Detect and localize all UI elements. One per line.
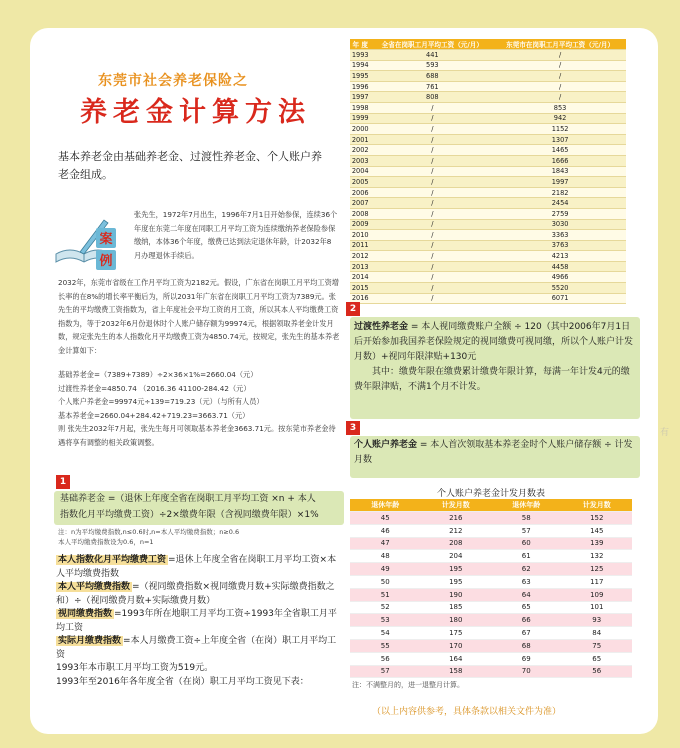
table-cell: /	[370, 155, 494, 166]
table-cell: 2006	[351, 188, 369, 197]
table-cell: 55	[350, 639, 421, 652]
months-table-title: 个人账户养老金计发月数表	[436, 489, 545, 499]
case-label-1: 案	[99, 232, 113, 247]
table-row	[350, 563, 632, 576]
table-cell: 1994	[351, 61, 369, 70]
table-cell: 57	[491, 524, 562, 537]
table-row	[350, 550, 632, 563]
table-cell: 1997	[351, 93, 369, 102]
table-cell: /	[370, 187, 494, 198]
table-cell: 441	[370, 50, 494, 61]
table-cell: 1666	[494, 155, 626, 166]
table-cell: 3030	[494, 219, 626, 230]
table-cell: 49	[350, 563, 421, 576]
table-cell: 45	[350, 512, 421, 525]
table-cell: 3363	[494, 230, 626, 241]
table-cell: 51	[350, 588, 421, 601]
table-cell: 109	[562, 588, 633, 601]
table-row	[350, 208, 626, 219]
table-row	[350, 251, 626, 262]
table-cell: 170	[421, 639, 492, 652]
formula-line-1: 基础养老金 =（退休上年度全省在岗职工月平均工资 ×n + 本人	[60, 494, 316, 504]
page-title: 养老金计算方法	[80, 97, 311, 128]
table-cell: /	[494, 81, 626, 92]
table-cell: 48	[350, 550, 421, 563]
payout-months-table	[350, 499, 632, 678]
column-header: 计发月数	[421, 499, 492, 512]
table-row	[350, 187, 626, 198]
definition-text: =退休上年度全省在岗职工月平均工资×本人平均缴费指数	[56, 555, 337, 579]
table-cell: /	[370, 272, 494, 283]
table-cell: /	[370, 230, 494, 241]
table-cell: /	[370, 134, 494, 145]
table-cell: /	[370, 124, 494, 135]
case-book-icon	[50, 214, 118, 274]
table-cell: 4458	[494, 261, 626, 272]
table-row	[350, 627, 632, 640]
table-cell: 58	[491, 512, 562, 525]
section-3-badge: 3	[346, 421, 360, 435]
table-cell: 2009	[351, 220, 369, 229]
table-cell: 66	[491, 614, 562, 627]
table-cell: 185	[421, 601, 492, 614]
table-cell: /	[494, 50, 626, 61]
table-cell: 65	[562, 652, 633, 665]
table-cell: 2003	[351, 156, 369, 165]
table-cell: /	[494, 92, 626, 103]
table-cell: 2182	[494, 187, 626, 198]
table-cell: 63	[491, 575, 562, 588]
table-cell: 2011	[351, 241, 369, 250]
table-row	[350, 113, 626, 124]
table-cell: 1996	[351, 82, 369, 91]
table-cell: 5520	[494, 283, 626, 294]
case-paragraph-3: 基础养老金=（7389+7389）÷2×36×1%=2660.04（元） 过渡性养老金=4850.74 （2016.36 41100-284.42（元） 个人账户养老金=99974元÷139=719.23（元）（与所有人员） 基本养老金=2660.04+284.42+719.23=3663.71（元） 则 张先生2032年7月起，张先生每月可领取基本养老金3663.71元。按东莞市养老金待遇将享有调整的相关政策调整。	[58, 370, 336, 447]
table-cell: 808	[370, 92, 494, 103]
table-cell: 2008	[351, 209, 369, 218]
definitions-list	[56, 554, 340, 689]
table-row	[350, 155, 626, 166]
table-row	[350, 272, 626, 283]
definition-tag: 本人指数化月平均缴费工资	[58, 555, 167, 565]
definition-item	[56, 581, 340, 608]
table-cell: 60	[491, 537, 562, 550]
table-cell: 68	[491, 639, 562, 652]
table-cell: 2012	[351, 252, 369, 261]
table-cell: /	[370, 166, 494, 177]
table-cell: 208	[421, 537, 492, 550]
table-cell: /	[370, 283, 494, 294]
personal-account-text: = 本人首次领取基本养老金时个人账户储存额 ÷ 计发月数	[354, 440, 633, 465]
table-cell: 125	[562, 563, 633, 576]
table-cell: 152	[562, 512, 633, 525]
column-header: 退休年龄	[350, 499, 421, 512]
definition-tag: 视同缴费指数	[58, 609, 113, 619]
table-row	[350, 177, 626, 188]
table-cell: 75	[562, 639, 633, 652]
table-cell: 3763	[494, 240, 626, 251]
table-cell: 195	[421, 563, 492, 576]
table-cell: /	[370, 208, 494, 219]
transition-pension-box	[350, 317, 640, 419]
table-row	[350, 198, 626, 209]
table-cell: 853	[494, 102, 626, 113]
table-row	[350, 50, 626, 61]
transition-pension-text: = 本人视同缴费账户全额 ÷ 120（其中2006年7月1日后开始参加我国养老保险规定的视同缴费可视同缴，所以个人账户计发月数）+视同年限津贴+130元	[354, 322, 634, 362]
table-cell: 2016	[351, 294, 369, 303]
table-cell: 688	[370, 71, 494, 82]
table-cell: 942	[494, 113, 626, 124]
table-row	[350, 614, 632, 627]
table-cell: /	[370, 145, 494, 156]
table-cell: 2014	[351, 273, 369, 282]
table-cell: 2004	[351, 167, 369, 176]
definition-tag: 本人平均缴费指数	[58, 582, 131, 592]
table-cell: 2010	[351, 230, 369, 239]
table-row	[350, 283, 626, 294]
definition-item	[56, 635, 340, 662]
table-row	[350, 652, 632, 665]
column-header: 全省在岗职工月平均工资（元/月）	[370, 39, 494, 50]
table-cell: 216	[421, 512, 492, 525]
table-cell: /	[494, 60, 626, 71]
table-cell: 761	[370, 81, 494, 92]
table-cell: 180	[421, 614, 492, 627]
column-header: 东莞市在岗职工月平均工资（元/月）	[494, 39, 626, 50]
table-cell: 593	[370, 60, 494, 71]
table-cell: 175	[421, 627, 492, 640]
table-cell: 2759	[494, 208, 626, 219]
table-cell: 1995	[351, 71, 369, 80]
table-cell: /	[370, 293, 494, 304]
table-row	[350, 665, 632, 678]
table-cell: 4966	[494, 272, 626, 283]
table-cell: 50	[350, 575, 421, 588]
table-row	[350, 575, 632, 588]
table-cell: 70	[491, 665, 562, 678]
table-cell: 1843	[494, 166, 626, 177]
section-2-badge: 2	[346, 302, 360, 316]
table-cell: 57	[350, 665, 421, 678]
table-cell: 67	[491, 627, 562, 640]
table-row	[350, 60, 626, 71]
table-cell: 65	[491, 601, 562, 614]
case-label-2: 例	[99, 254, 113, 269]
table-cell: 1999	[351, 114, 369, 123]
table-cell: 101	[562, 601, 633, 614]
table-row	[350, 102, 626, 113]
table-row	[350, 124, 626, 135]
table-cell: /	[370, 261, 494, 272]
table-cell: 6071	[494, 293, 626, 304]
case-paragraph-1: 张先生，1972年7月出生，1996年7月1日开始参保，连续36个年度在东莞二年度在同职工月平均工资为连续缴纳养老保险参保缴纳，本体36个年度，缴费已达到法定退休年龄，计2032年8月办理退休手续后。	[134, 210, 338, 260]
basic-pension-formula	[54, 491, 344, 525]
table-cell: 54	[350, 627, 421, 640]
footer-disclaimer: （以上内容供参考，具体条款以相关文件为准）	[372, 707, 562, 717]
table-row	[350, 219, 626, 230]
table-cell: 1465	[494, 145, 626, 156]
personal-account-label: 个人账户养老金	[354, 440, 418, 450]
table-cell: 145	[562, 524, 633, 537]
months-table-note: 注：不满整月的，进一退整月计算。	[352, 681, 464, 689]
table-row	[350, 261, 626, 272]
definition-tag: 实际月缴费指数	[58, 636, 122, 646]
table-cell: 204	[421, 550, 492, 563]
table-cell: 2015	[351, 283, 369, 292]
case-paragraph-2: 2032年，东莞市省级在工作月平均工资为2182元。假设，广东省在岗职工月平均工资增长率的在8%的增长率平衡后为，所以2031年广东省在岗职工月平均工资为7389元。张先生的平均缴费工资指数为，省上年度社会平均工资的月工资，所以其本人平均缴费工资指数为，等于2032年6月份退休时个人账户储存额为99974元，根据领取养老金计发月数，规定张先生的本人指数化月平均缴费工资为4850.74元，按规定，张先生的基本养老金计算如下：	[58, 278, 340, 355]
page-subtitle: 东莞市社会养老保险之	[98, 73, 248, 89]
table-cell: 2454	[494, 198, 626, 209]
definition-item	[56, 608, 340, 635]
table-row	[350, 512, 632, 525]
table-cell: 2000	[351, 124, 369, 133]
table-cell: 84	[562, 627, 633, 640]
table-cell: 56	[350, 652, 421, 665]
edge-text: 有	[660, 428, 670, 438]
definition-text: =本人月缴费工资÷上年度全省（在岗）职工月平均工资	[56, 636, 337, 660]
table-cell: 69	[491, 652, 562, 665]
definition-text: =1993年所在地职工月平均工资÷1993年全省职工月平均工资	[56, 609, 337, 633]
table-cell: 61	[491, 550, 562, 563]
transition-pension-label: 过渡性养老金	[354, 322, 409, 332]
column-header: 计发月数	[562, 499, 633, 512]
table-row	[350, 524, 632, 537]
column-header: 年 度	[350, 39, 370, 50]
intro-text: 基本养老金由基础养老金、过渡性养老金、个人账户养老金组成。	[58, 150, 322, 181]
table-cell: 1993	[351, 50, 369, 59]
table-cell: 47	[350, 537, 421, 550]
table-row	[350, 639, 632, 652]
table-cell: 2013	[351, 262, 369, 271]
table-cell: 93	[562, 614, 633, 627]
table-cell: 64	[491, 588, 562, 601]
table-cell: 212	[421, 524, 492, 537]
section-1-badge: 1	[56, 475, 70, 489]
table-row	[350, 134, 626, 145]
table-cell: /	[370, 251, 494, 262]
table-cell: /	[494, 71, 626, 82]
formula-note-line-2: 本人平均缴费指数设为0.6，n=1	[58, 538, 154, 546]
table-cell: 62	[491, 563, 562, 576]
table-cell: 164	[421, 652, 492, 665]
table-cell: 2007	[351, 199, 369, 208]
formula-line-2: 指数化月平均缴费工资）÷2×缴费年限（含视同缴费年限）×1%	[60, 510, 319, 520]
table-row	[350, 240, 626, 251]
table-cell: 195	[421, 575, 492, 588]
table-cell: /	[370, 219, 494, 230]
formula-note-line-1: 注：n为平均缴费指数,n≤0.6时,n=本人平均缴费指数；n≥0.6	[58, 528, 240, 536]
table-cell: /	[370, 198, 494, 209]
table-cell: 1998	[351, 103, 369, 112]
tail-text-2: 1993年至2016年各年度全省（在岗）职工月平均工资见下表：	[56, 676, 309, 687]
table-row	[350, 601, 632, 614]
table-cell: 1152	[494, 124, 626, 135]
definition-text: =（视同缴费指数×视同缴费月数+实际缴费指数之和）÷（视同缴费月数+实际缴费月数）	[56, 582, 335, 606]
transition-pension-formula	[354, 320, 636, 365]
table-row	[350, 293, 626, 304]
table-cell: 2001	[351, 135, 369, 144]
transition-pension-note: 其中：缴费年限在缴费累计缴费年限计算，每满一年计发4元的缴费年限津贴，不满1个月不计发。	[354, 367, 630, 392]
table-cell: 46	[350, 524, 421, 537]
table-cell: 2002	[351, 146, 369, 155]
table-row	[350, 81, 626, 92]
table-row	[350, 92, 626, 103]
table-header-row	[350, 39, 626, 50]
column-header: 退休年龄	[491, 499, 562, 512]
table-cell: /	[370, 177, 494, 188]
table-cell: 132	[562, 550, 633, 563]
table-cell: 4213	[494, 251, 626, 262]
table-cell: 56	[562, 665, 633, 678]
table-row	[350, 71, 626, 82]
table-cell: /	[370, 102, 494, 113]
table-row	[350, 230, 626, 241]
table-cell: 1307	[494, 134, 626, 145]
table-row	[350, 588, 632, 601]
formula-note	[58, 527, 338, 547]
table-cell: 2005	[351, 177, 369, 186]
wage-by-year-table	[350, 39, 626, 304]
table-row	[350, 166, 626, 177]
personal-account-box	[350, 436, 640, 478]
definition-item	[56, 554, 340, 581]
table-header-row	[350, 499, 632, 512]
table-row	[350, 537, 632, 550]
table-cell: 158	[421, 665, 492, 678]
table-cell: /	[370, 240, 494, 251]
table-cell: 1997	[494, 177, 626, 188]
table-cell: /	[370, 113, 494, 124]
table-cell: 117	[562, 575, 633, 588]
table-cell: 53	[350, 614, 421, 627]
table-cell: 190	[421, 588, 492, 601]
tail-text-1: 1993年本市职工月平均工资为519元。	[56, 663, 214, 673]
table-row	[350, 145, 626, 156]
table-cell: 52	[350, 601, 421, 614]
table-cell: 139	[562, 537, 633, 550]
